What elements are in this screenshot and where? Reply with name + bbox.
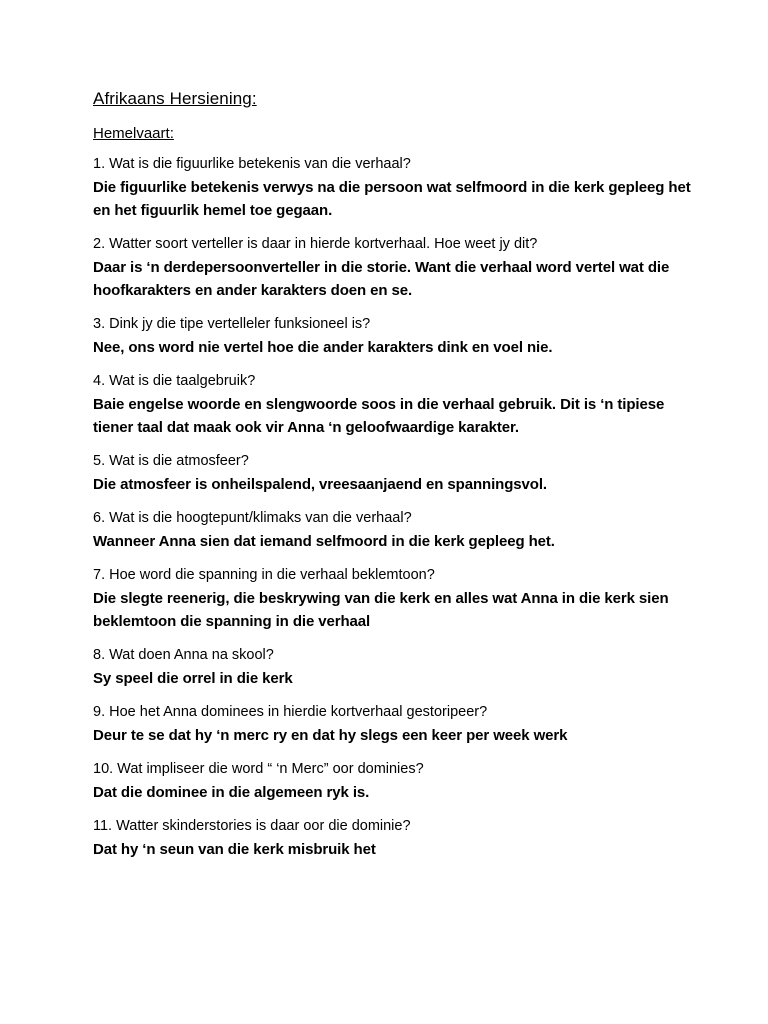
answer-text: Dat hy ‘n seun van die kerk misbruik het [93, 841, 376, 858]
question-text: 8. Wat doen Anna na skool? [93, 647, 274, 663]
question-text: 7. Hoe word die spanning in die verhaal beklemtoon? [93, 567, 435, 583]
qa-item [93, 372, 693, 439]
question-text: 5. Wat is die atmosfeer? [93, 453, 249, 469]
section-title: Hemelvaart: [93, 125, 174, 142]
qa-item [93, 817, 693, 861]
document-title: Afrikaans Hersiening: [93, 89, 257, 108]
document-page [93, 88, 693, 874]
question-text: 10. Wat impliseer die word “ ‘n Merc” oor dominies? [93, 761, 424, 777]
answer-text: Nee, ons word nie vertel hoe die ander karakters dink en voel nie. [93, 339, 553, 356]
question-text: 6. Wat is die hoogtepunt/klimaks van die verhaal? [93, 510, 412, 526]
qa-item [93, 703, 693, 747]
answer-text: Baie engelse woorde en slengwoorde soos in die verhaal gebruik. Dit is ‘n tipiese tiener taal dat maak ook vir Anna ‘n geloofwaardige karakter. [93, 396, 665, 436]
answer-text: Wanneer Anna sien dat iemand selfmoord in die kerk gepleeg het. [93, 533, 555, 550]
answer-text: Die atmosfeer is onheilspalend, vreesaanjaend en spanningsvol. [93, 476, 547, 493]
qa-item [93, 235, 693, 302]
answer-text: Sy speel die orrel in die kerk [93, 670, 293, 687]
question-text: 4. Wat is die taalgebruik? [93, 373, 256, 389]
answer-text: Deur te se dat hy ‘n merc ry en dat hy slegs een keer per week werk [93, 727, 568, 744]
question-text: 9. Hoe het Anna dominees in hierdie kortverhaal gestoripeer? [93, 704, 488, 720]
qa-item [93, 155, 693, 222]
qa-item [93, 760, 693, 804]
question-text: 11. Watter skinderstories is daar oor die dominie? [93, 818, 411, 834]
qa-item [93, 509, 693, 553]
qa-item [93, 452, 693, 496]
qa-item [93, 566, 693, 633]
question-text: 3. Dink jy die tipe vertelleler funksioneel is? [93, 316, 371, 332]
qa-item [93, 315, 693, 359]
answer-text: Die slegte reenerig, die beskrywing van die kerk en alles wat Anna in die kerk sien beklemtoon die spanning in die verhaal [93, 590, 669, 630]
answer-text: Die figuurlike betekenis verwys na die persoon wat selfmoord in die kerk gepleeg het en het figuurlik hemel toe gegaan. [93, 179, 691, 219]
qa-item [93, 646, 693, 690]
question-text: 2. Watter soort verteller is daar in hierde kortverhaal. Hoe weet jy dit? [93, 236, 538, 252]
answer-text: Daar is ‘n derdepersoonverteller in die storie. Want die verhaal word vertel wat die hoofkarakters en ander karakters doen en se. [93, 259, 670, 299]
question-text: 1. Wat is die figuurlike betekenis van die verhaal? [93, 156, 411, 172]
answer-text: Dat die dominee in die algemeen ryk is. [93, 784, 370, 801]
